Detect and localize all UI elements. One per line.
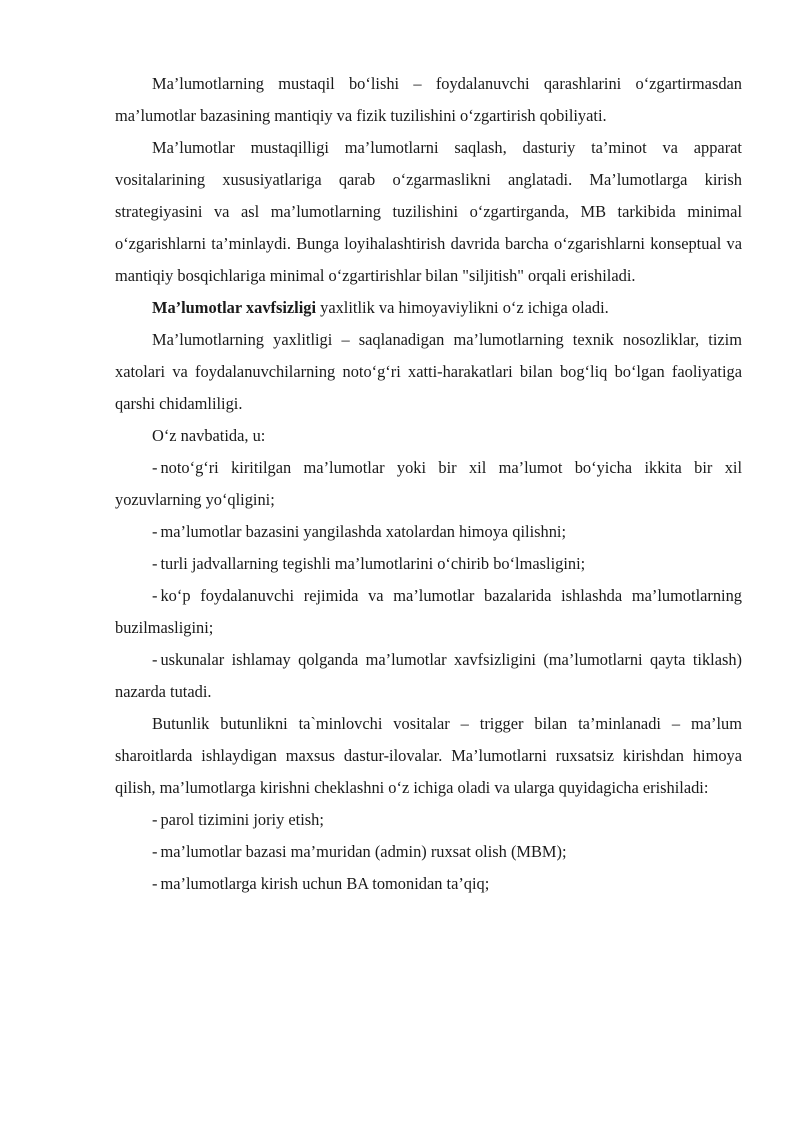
document-page bbox=[115, 68, 742, 900]
list-item-text: ma’lumotlar bazasini yangilashda xatolardan himoya qilishni; bbox=[160, 522, 567, 541]
term-data-security: Ma’lumotlar xavfsizligi bbox=[152, 298, 317, 317]
list-item-text: parol tizimini joriy etish; bbox=[160, 810, 324, 829]
list-dash: - bbox=[152, 458, 158, 477]
paragraph-data-independence: Ma’lumotlarning mustaqil bo‘lishi – foydalanuvchi qarashlarini o‘zgartirmasdan ma’lumotlar bazasining mantiqiy va fizik tuzilishini o‘zgartirish qobiliyati. bbox=[115, 74, 742, 125]
list-item-text: uskunalar ishlamay qolganda ma’lumotlar xavfsizligini (ma’lumotlarni qayta tiklash) nazarda tutadi. bbox=[115, 650, 742, 701]
paragraph-data-security bbox=[115, 292, 742, 324]
list-dash: - bbox=[152, 650, 158, 669]
paragraph-data-integrity: Ma’lumotlarning yaxlitligi – saqlanadigan ma’lumotlarning texnik nosozliklar, tizim xatolari va foydalanuvchilarning noto‘g‘ri xatti-harakatlari bilan bog‘liq bo‘lgan faoliyatiga qarshi chidamliligi. bbox=[115, 330, 742, 413]
list-item bbox=[115, 836, 742, 868]
security-definition: yaxlitlik va himoyaviylikni o‘z ichiga oladi. bbox=[316, 298, 609, 317]
list-dash: - bbox=[152, 810, 158, 829]
list-dash: - bbox=[152, 874, 158, 893]
list-item bbox=[115, 452, 742, 516]
list-item bbox=[115, 644, 742, 708]
list-item bbox=[115, 868, 742, 900]
list-dash: - bbox=[152, 554, 158, 573]
list-item bbox=[115, 548, 742, 580]
list-item bbox=[115, 580, 742, 644]
list-item-text: turli jadvallarning tegishli ma’lumotlarini o‘chirib bo‘lmasligini; bbox=[160, 554, 586, 573]
paragraph-list-intro: O‘z navbatida, u: bbox=[152, 426, 266, 445]
list-item bbox=[115, 516, 742, 548]
list-item-text: ma’lumotlarga kirish uchun BA tomonidan ta’qiq; bbox=[160, 874, 490, 893]
list-item-text: ma’lumotlar bazasi ma’muridan (admin) ruxsat olish (MBM); bbox=[160, 842, 567, 861]
paragraph-independence-details: Ma’lumotlar mustaqilligi ma’lumotlarni saqlash, dasturiy ta’minot va apparat vositalarining xususiyatlariga qarab o‘zgarmaslikni anglatadi. Ma’lumotlarga kirish strategiyasini va asl ma’lumotlarning tuzilishini o‘zgartirganda, MB tarkibida minimal o‘zgarishlarni ta’minlaydi. Bunga loyihalashtirish davrida barcha o‘zgarishlarni konseptual va mantiqiy bosqichlariga minimal o‘zgartirishlar bilan "siljitish" orqali erishiladi. bbox=[115, 138, 742, 285]
list-item-text: ko‘p foydalanuvchi rejimida va ma’lumotlar bazalarida ishlashda ma’lumotlarning buzilmasligini; bbox=[115, 586, 742, 637]
list-item-text: noto‘g‘ri kiritilgan ma’lumotlar yoki bir xil ma’lumot bo‘yicha ikkita bir xil yozuvlarning yo‘qligini; bbox=[115, 458, 742, 509]
list-dash: - bbox=[152, 586, 158, 605]
list-dash: - bbox=[152, 522, 158, 541]
paragraph-integrity-tools: Butunlik butunlikni ta`minlovchi vositalar – trigger bilan ta’minlanadi – ma’lum sharoitlarda ishlaydigan maxsus dastur-ilovalar. Ma’lumotlarni ruxsatsiz kirishdan himoya qilish, ma’lumotlarga kirishni cheklashni o‘z ichiga oladi va ularga quyidagicha erishiladi: bbox=[115, 714, 742, 797]
list-item bbox=[115, 804, 742, 836]
list-dash: - bbox=[152, 842, 158, 861]
